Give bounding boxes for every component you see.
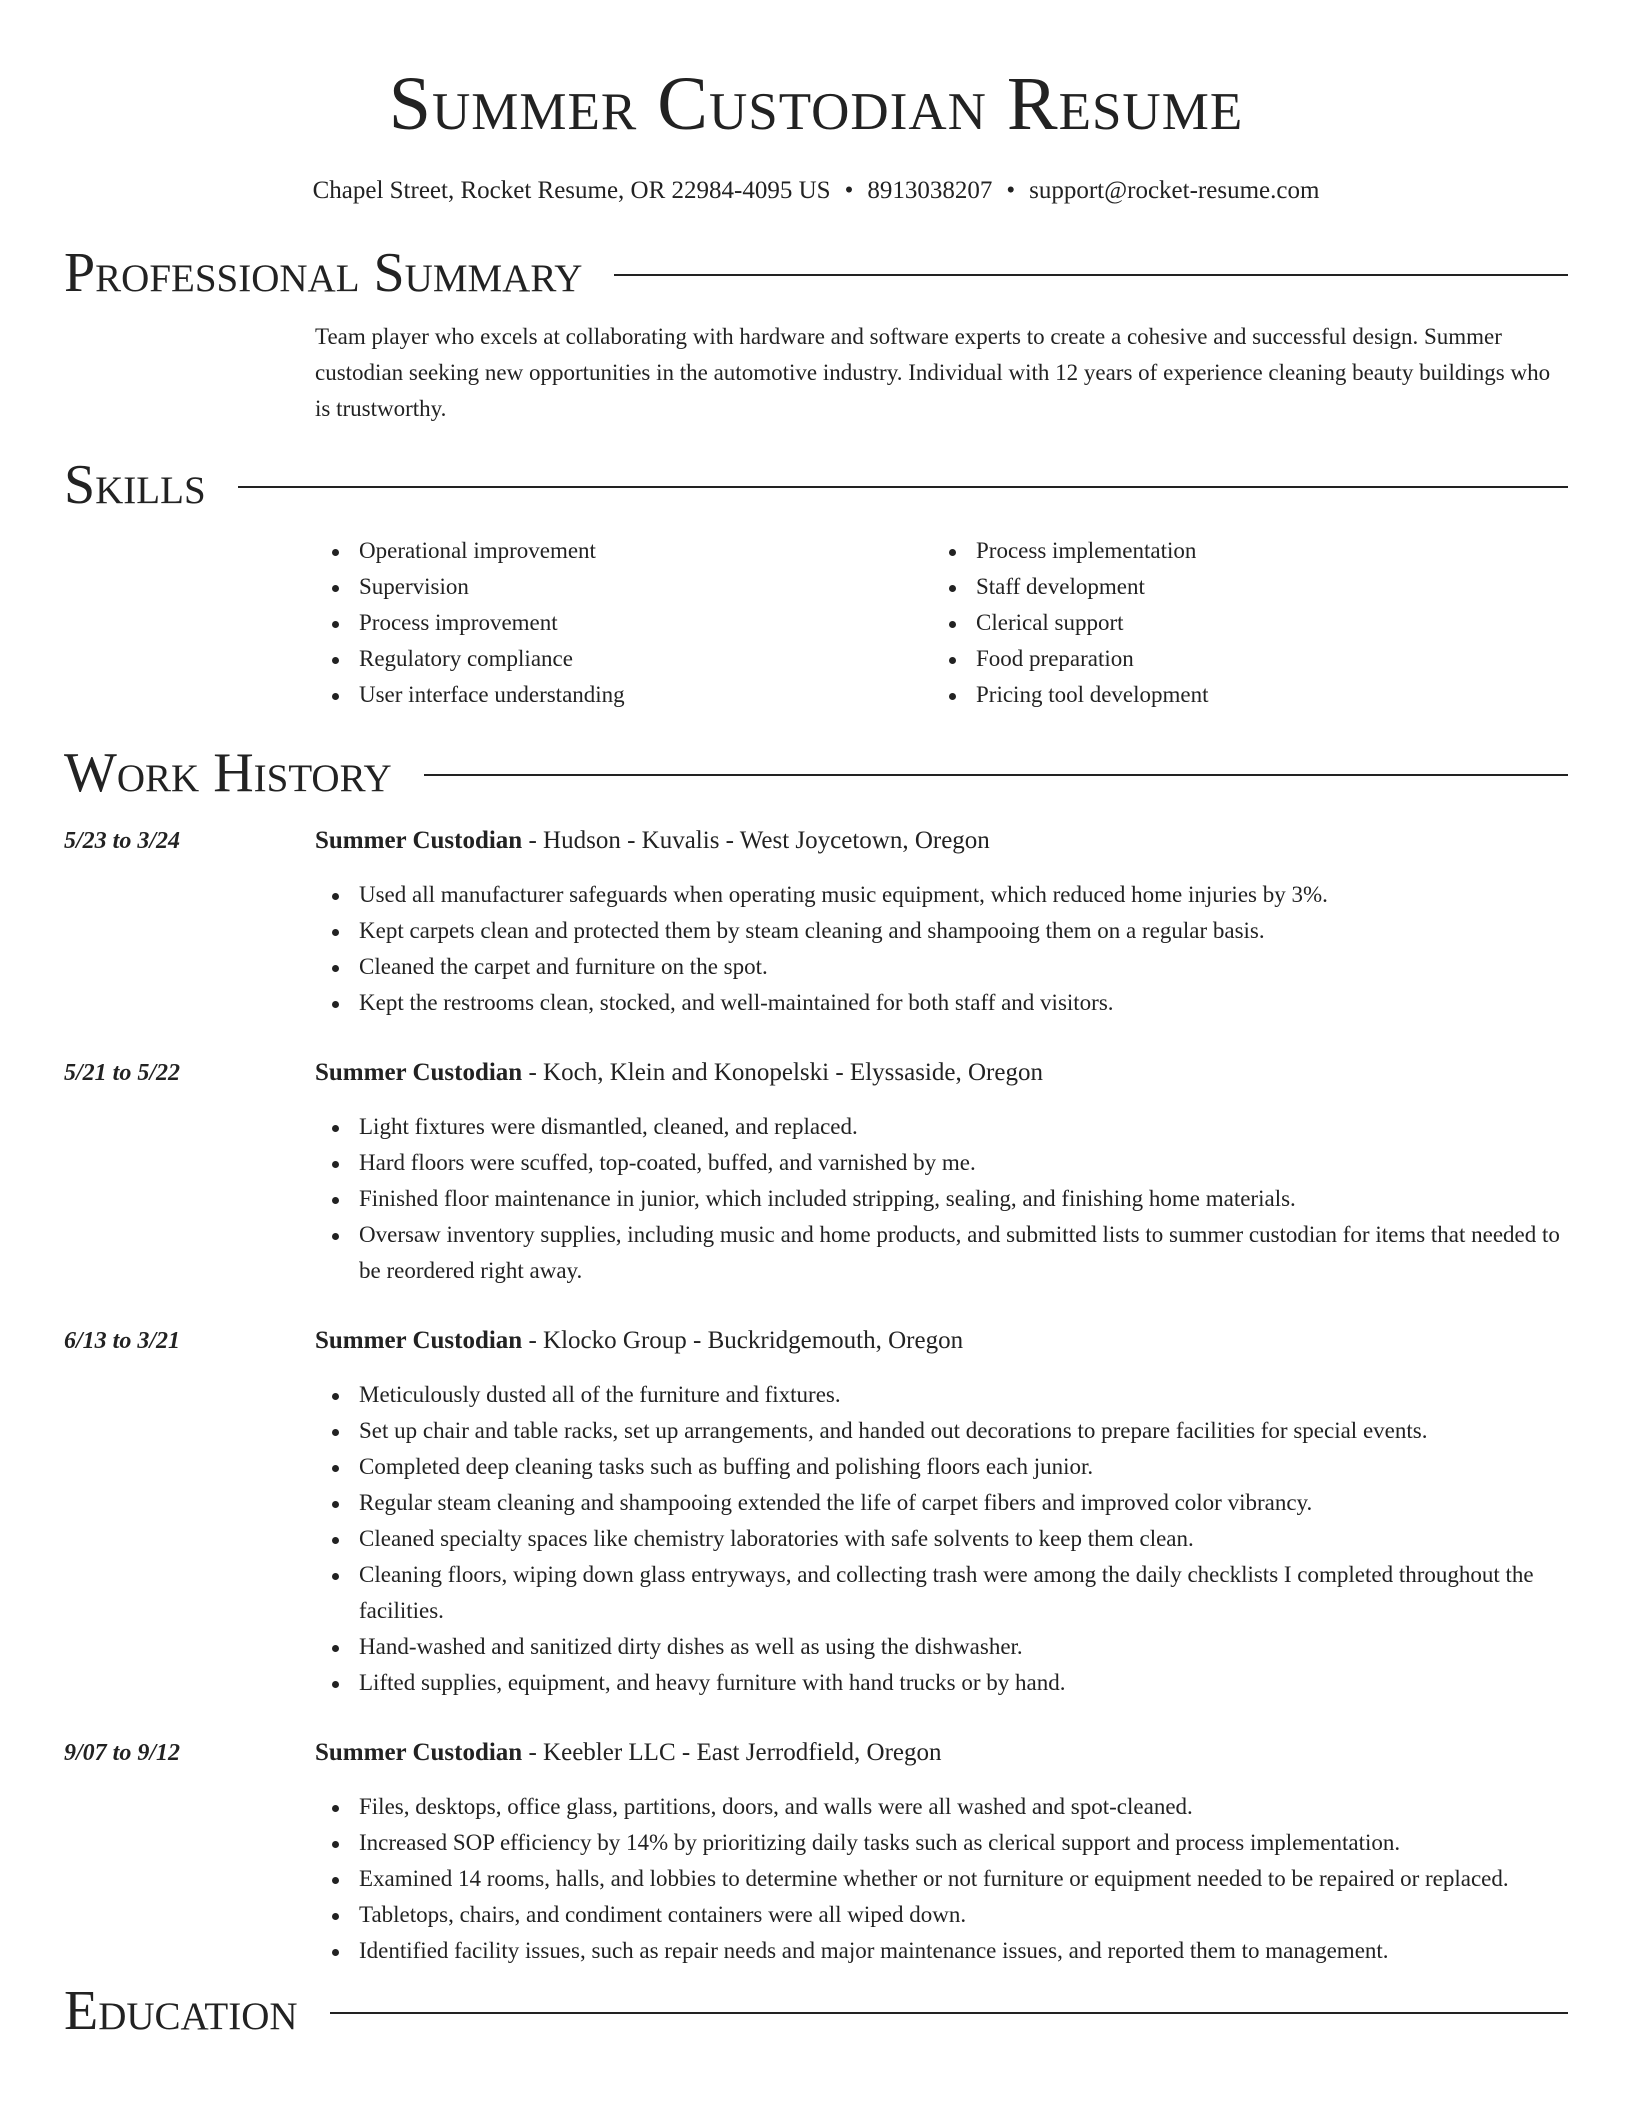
job-bullet: Increased SOP efficiency by 14% by prioritizing daily tasks such as clerical support and process implementation.: [315, 1825, 1568, 1861]
job-bullet: Cleaned the carpet and furniture on the spot.: [315, 949, 1568, 985]
section-divider: [330, 2012, 1568, 2014]
skill-item: Staff development: [932, 569, 1549, 605]
job-bullet: Examined 14 rooms, halls, and lobbies to determine whether or not furniture or equipment needed to be repaired or replaced.: [315, 1861, 1568, 1897]
skill-item: Supervision: [315, 569, 932, 605]
job-bullet: Regular steam cleaning and shampooing extended the life of carpet fibers and improved color vibrancy.: [315, 1485, 1568, 1521]
job-dates: 9/07 to 9/12: [64, 1740, 181, 1766]
job-bullet: Cleaned specialty spaces like chemistry laboratories with safe solvents to keep them clean.: [315, 1521, 1568, 1557]
job-role: Summer Custodian: [315, 1327, 523, 1354]
job-bullet: Light fixtures were dismantled, cleaned, and replaced.: [315, 1109, 1568, 1145]
job-company: - Koch, Klein and Konopelski - Elyssaside, Oregon: [522, 1059, 1043, 1086]
job-role: Summer Custodian: [315, 827, 523, 854]
job-bullet: Finished floor maintenance in junior, which included stripping, sealing, and finishing home materials.: [315, 1181, 1568, 1217]
job-role: Summer Custodian: [315, 1059, 523, 1086]
job-bullet: Cleaning floors, wiping down glass entryways, and collecting trash were among the daily checklists I completed throughout the facilities.: [315, 1557, 1568, 1629]
skill-item: Clerical support: [932, 605, 1549, 641]
job-bullet: Hand-washed and sanitized dirty dishes as well as using the dishwasher.: [315, 1629, 1568, 1665]
job-body: [315, 1323, 1568, 1701]
resume-title: Summer Custodian Resume: [388, 62, 1244, 146]
summary-section-header: [64, 242, 1568, 304]
job-company: - Hudson - Kuvalis - West Joycetown, Oregon: [522, 827, 990, 854]
job-bullet: Kept carpets clean and protected them by steam cleaning and shampooing them on a regular basis.: [315, 913, 1568, 949]
job-title: [315, 1323, 1568, 1359]
contact-email: support@rocket-resume.com: [1029, 177, 1320, 204]
job-bullets: [315, 877, 1568, 1021]
skills-list-left: [315, 533, 932, 713]
job-dates: 5/23 to 3/24: [64, 828, 181, 854]
job-bullet: Files, desktops, office glass, partitions, doors, and walls were all washed and spot-cleaned.: [315, 1789, 1568, 1825]
summary-text: Team player who excels at collaborating with hardware and software experts to create a cohesive and successful design. Summer custodian seeking new opportunities in the automotive industry. Individual with 12 years of experience cleaning beauty buildings who is trustworthy.: [315, 324, 1551, 421]
contact-address: Chapel Street, Rocket Resume, OR 22984-4095 US: [312, 177, 831, 204]
work-section-header: [64, 742, 1568, 804]
education-heading: Education: [64, 1980, 298, 2042]
skill-item: Regulatory compliance: [315, 641, 932, 677]
skills-section-header: [64, 454, 1568, 516]
job-dates: 5/21 to 5/22: [64, 1060, 181, 1086]
work-heading: Work History: [64, 742, 392, 804]
skill-item: User interface understanding: [315, 677, 932, 713]
job-entry: [64, 1323, 1568, 1701]
job-bullet: Hard floors were scuffed, top-coated, buffed, and varnished by me.: [315, 1145, 1568, 1181]
job-bullet: Used all manufacturer safeguards when operating music equipment, which reduced home injuries by 3%.: [315, 877, 1568, 913]
job-bullet: Meticulously dusted all of the furniture and fixtures.: [315, 1377, 1568, 1413]
job-entry: [64, 1735, 1568, 1969]
job-bullets: [315, 1789, 1568, 1969]
job-bullet: Lifted supplies, equipment, and heavy furniture with hand trucks or by hand.: [315, 1665, 1568, 1701]
summary-heading: Professional Summary: [64, 242, 583, 304]
job-bullet: Oversaw inventory supplies, including music and home products, and submitted lists to summer custodian for items that needed to be reordered right away.: [315, 1217, 1568, 1289]
skill-item: Process implementation: [932, 533, 1549, 569]
job-company: - Keebler LLC - East Jerrodfield, Oregon: [522, 1739, 942, 1766]
section-divider: [424, 774, 1568, 776]
skills-grid: [315, 533, 1568, 713]
job-bullet: Completed deep cleaning tasks such as buffing and polishing floors each junior.: [315, 1449, 1568, 1485]
skills-heading: Skills: [64, 454, 206, 516]
job-bullets: [315, 1377, 1568, 1701]
job-bullet: Identified facility issues, such as repair needs and major maintenance issues, and reported them to management.: [315, 1933, 1568, 1969]
job-body: [315, 1055, 1568, 1289]
skill-item: Pricing tool development: [932, 677, 1549, 713]
contact-separator: •: [844, 177, 854, 204]
job-title: [315, 823, 1568, 859]
skill-item: Operational improvement: [315, 533, 932, 569]
contact-separator: •: [1006, 177, 1016, 204]
job-entry: [64, 1055, 1568, 1289]
job-dates: 6/13 to 3/21: [64, 1328, 181, 1354]
job-body: [315, 1735, 1568, 1969]
job-role: Summer Custodian: [315, 1739, 523, 1766]
skills-list-right: [932, 533, 1549, 713]
contact-phone: 8913038207: [867, 177, 993, 204]
contact-line: [64, 178, 1568, 203]
job-company: - Klocko Group - Buckridgemouth, Oregon: [522, 1327, 964, 1354]
job-body: [315, 823, 1568, 1021]
section-divider: [614, 274, 1568, 276]
section-divider: [238, 486, 1568, 488]
job-bullet: Tabletops, chairs, and condiment containers were all wiped down.: [315, 1897, 1568, 1933]
education-section-header: [64, 1980, 1568, 2042]
job-title: [315, 1735, 1568, 1771]
job-title: [315, 1055, 1568, 1091]
job-bullet: Kept the restrooms clean, stocked, and well-maintained for both staff and visitors.: [315, 985, 1568, 1021]
skill-item: Food preparation: [932, 641, 1549, 677]
job-bullets: [315, 1109, 1568, 1289]
job-entry: [64, 823, 1568, 1021]
job-bullet: Set up chair and table racks, set up arrangements, and handed out decorations to prepare facilities for special events.: [315, 1413, 1568, 1449]
skill-item: Process improvement: [315, 605, 932, 641]
